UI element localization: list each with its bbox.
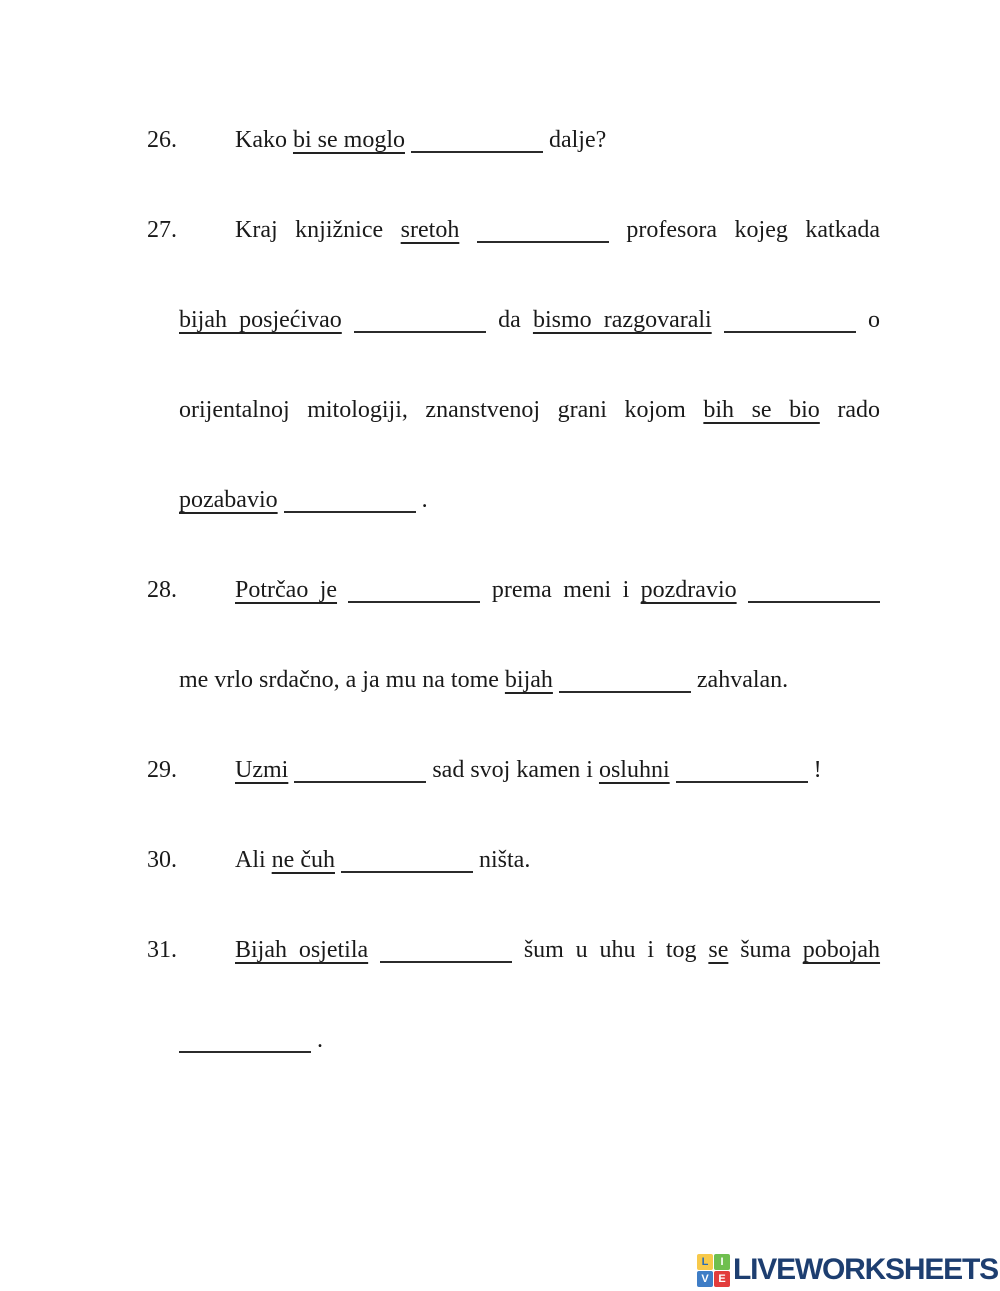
logo-letter-l: L [697, 1254, 713, 1270]
text-segment: orijentalnoj mitologiji, znanstvenoj grani kojom [179, 397, 704, 423]
worksheet-row [0, 395, 1000, 485]
text-segment: sad svoj kamen i [426, 757, 599, 783]
text-segment: me vrlo srdačno, a ja mu na tome [179, 667, 505, 693]
answer-blank[interactable] [676, 763, 808, 783]
worksheet-body [0, 125, 1000, 1115]
sentence-line [235, 125, 880, 155]
text-segment: o [855, 307, 881, 333]
text-segment: rado [819, 397, 880, 423]
answer-blank[interactable] [559, 673, 691, 693]
liveworksheets-wordmark: LIVEWORKSHEETS [733, 1253, 998, 1286]
worksheet-row [0, 215, 1000, 305]
text-segment: da [485, 307, 533, 333]
sentence-line [235, 935, 880, 965]
underlined-word: se [708, 937, 729, 963]
text-segment: ništa. [472, 847, 531, 873]
logo-letter-e: E [714, 1271, 730, 1287]
underlined-word: ne čuh [271, 847, 335, 873]
sentence-line [179, 305, 880, 335]
worksheet-row [0, 485, 1000, 575]
underlined-word: pozdravio [640, 577, 737, 603]
answer-blank[interactable] [724, 313, 856, 333]
liveworksheets-logo-icon [697, 1254, 730, 1287]
answer-blank[interactable] [748, 583, 880, 603]
answer-blank[interactable] [341, 853, 473, 873]
underlined-word: osluhni [598, 757, 670, 783]
text-segment: dalje? [542, 127, 607, 153]
text-segment [712, 307, 724, 333]
text-segment: Kraj knjižnice [235, 217, 401, 243]
item-number: 27. [147, 217, 177, 243]
worksheet-row [0, 755, 1000, 845]
answer-blank[interactable] [179, 1033, 311, 1053]
logo-letter-i: I [714, 1254, 730, 1270]
text-segment: prema meni i [480, 577, 641, 603]
answer-blank[interactable] [284, 493, 416, 513]
answer-blank[interactable] [477, 223, 609, 243]
sentence-line [179, 665, 880, 695]
worksheet-row [0, 305, 1000, 395]
underlined-word: sretoh [400, 217, 460, 243]
answer-blank[interactable] [380, 943, 512, 963]
underlined-word: bi se moglo [292, 127, 405, 153]
text-segment: . [311, 1027, 323, 1053]
sentence-line [235, 575, 880, 605]
underlined-word: bismo razgovarali [532, 307, 712, 333]
item-number: 29. [147, 757, 177, 783]
worksheet-row [0, 1025, 1000, 1115]
answer-blank[interactable] [348, 583, 480, 603]
sentence-line [235, 755, 880, 785]
text-segment [337, 577, 348, 603]
underlined-word: Uzmi [235, 757, 289, 783]
text-segment: . [415, 487, 428, 513]
answer-blank[interactable] [294, 763, 426, 783]
text-segment [342, 307, 354, 333]
answer-blank[interactable] [411, 133, 543, 153]
underlined-word: Bijah osjetila [235, 937, 369, 963]
underlined-word: pobojah [802, 937, 881, 963]
sentence-line [235, 215, 880, 245]
worksheet-row [0, 845, 1000, 935]
text-segment: Ali [235, 847, 272, 873]
item-number: 31. [147, 937, 177, 963]
item-number: 28. [147, 577, 177, 603]
underlined-word: bih se bio [703, 397, 820, 423]
item-number: 30. [147, 847, 177, 873]
logo-letter-v: V [697, 1271, 713, 1287]
text-segment: zahvalan. [690, 667, 789, 693]
underlined-word: Potrčao je [235, 577, 338, 603]
text-segment: ! [807, 757, 822, 783]
text-segment: Kako [235, 127, 293, 153]
text-segment [737, 577, 748, 603]
worksheet-row [0, 935, 1000, 1025]
sentence-line [235, 845, 880, 875]
text-segment: profesora kojeg katkada [608, 217, 881, 243]
worksheet-row [0, 665, 1000, 755]
underlined-word: bijah posjećivao [179, 307, 342, 333]
sentence-line [179, 1025, 880, 1055]
text-segment [368, 937, 380, 963]
underlined-word: bijah [504, 667, 553, 693]
item-number: 26. [147, 127, 177, 153]
text-segment [459, 217, 477, 243]
underlined-word: pozabavio [179, 487, 278, 513]
text-segment: šum u uhu i tog [512, 937, 709, 963]
worksheet-row [0, 125, 1000, 215]
answer-blank[interactable] [354, 313, 486, 333]
sentence-line [179, 485, 880, 515]
sentence-line [179, 395, 880, 425]
liveworksheets-footer-link[interactable] [697, 1251, 998, 1289]
worksheet-row [0, 575, 1000, 665]
text-segment: šuma [728, 937, 803, 963]
